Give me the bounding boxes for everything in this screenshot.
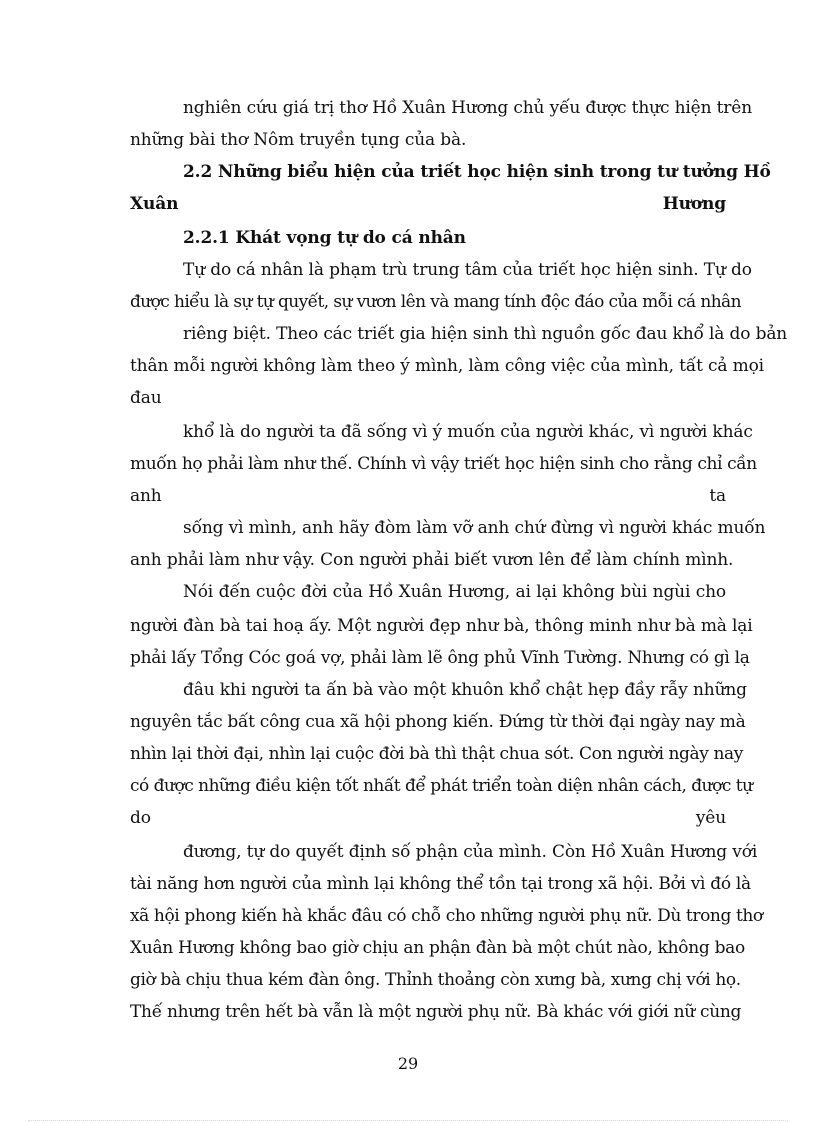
text-line: đau xyxy=(130,388,162,408)
text-line: xã hội phong kiến hà khắc đâu có chỗ cho những người phụ nữ. Dù trong thơ xyxy=(130,906,763,926)
text-line: đương, tự do quyết định số phận của mình. Còn Hồ Xuân Hương với xyxy=(183,842,758,862)
subsection-heading: 2.2.1 Khát vọng tự do cá nhân xyxy=(183,228,466,248)
text-line: khổ là do người ta đã sống vì ý muốn của người khác, vì người khác xyxy=(183,422,753,442)
text-line: riêng biệt. Theo các triết gia hiện sinh thì nguồn gốc đau khổ là do bản xyxy=(183,324,788,344)
text-line: tài năng hơn người của mình lại không thể tồn tại trong xã hội. Bởi vì đó là xyxy=(130,874,751,894)
section-heading-continuation: Xuân Hương xyxy=(130,194,726,214)
text-line: đâu khi người ta ấn bà vào một khuôn khổ chật hẹp đầy rẫy những xyxy=(183,680,747,700)
page-bottom-divider xyxy=(28,1120,788,1121)
text-line: anh ta xyxy=(130,486,726,506)
text-line: những bài thơ Nôm truyền tụng của bà. xyxy=(130,130,467,150)
text-line: anh phải làm như vậy. Con người phải biết vươn lên để làm chính mình. xyxy=(130,550,734,570)
text-line: nhìn lại thời đại, nhìn lại cuộc đời bà thì thật chua sót. Con người ngày nay xyxy=(130,744,743,764)
text-line: sống vì mình, anh hãy đòm làm vỡ anh chứ đừng vì người khác muốn xyxy=(183,518,766,538)
text-line: thân mỗi người không làm theo ý mình, làm công việc của mình, tất cả mọi xyxy=(130,356,764,376)
text-line: nguyên tắc bất công cua xã hội phong kiến. Đứng từ thời đại ngày nay mà xyxy=(130,712,746,732)
text-line: phải lấy Tổng Cóc goá vợ, phải làm lẽ ông phủ Vĩnh Tường. Nhưng có gì lạ xyxy=(130,648,750,668)
text-line: Xuân Hương không bao giờ chịu an phận đàn bà một chút nào, không bao xyxy=(130,938,745,958)
text-line: được hiểu là sự tự quyết, sự vươn lên và mang tính độc đáo của mỗi cá nhân xyxy=(130,292,741,312)
section-heading: 2.2 Những biểu hiện của triết học hiện sinh trong tư tưởng Hồ xyxy=(183,162,771,182)
text-line: có được những điều kiện tốt nhất để phát triển toàn diện nhân cách, được tự xyxy=(130,776,753,796)
text-line: muốn họ phải làm như thế. Chính vì vậy triết học hiện sinh cho rằng chỉ cần xyxy=(130,454,757,474)
text-line: giờ bà chịu thua kém đàn ông. Thỉnh thoảng còn xưng bà, xưng chị với họ. xyxy=(130,970,741,990)
text-line: do yêu xyxy=(130,808,726,828)
text-line: Thế nhưng trên hết bà vẫn là một người phụ nữ. Bà khác với giới nữ cùng xyxy=(130,1002,742,1022)
page-number: 29 xyxy=(397,1054,419,1073)
text-line: Nói đến cuộc đời của Hồ Xuân Hương, ai lại không bùi ngùi cho xyxy=(183,582,726,602)
text-line: Tự do cá nhân là phạm trù trung tâm của triết học hiện sinh. Tự do xyxy=(183,260,752,280)
text-line: người đàn bà tai hoạ ấy. Một người đẹp như bà, thông minh như bà mà lại xyxy=(130,616,753,636)
text-line: nghiên cứu giá trị thơ Hồ Xuân Hương chủ yếu được thực hiện trên xyxy=(183,98,752,118)
